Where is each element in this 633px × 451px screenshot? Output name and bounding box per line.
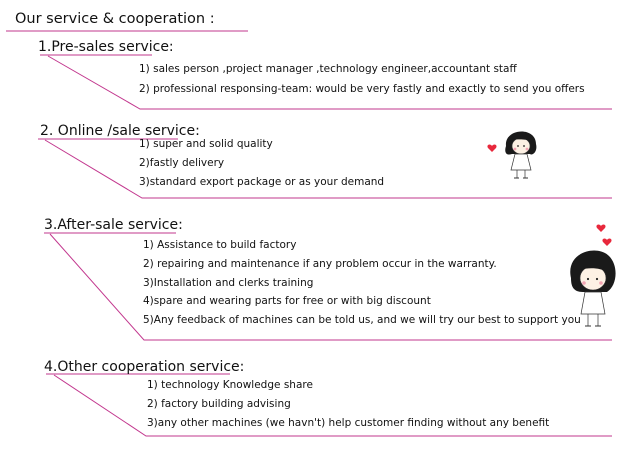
page-title: Our service & cooperation : <box>15 11 215 27</box>
section-title: 1.Pre-sales service: <box>38 39 174 55</box>
list-item: 3)standard export package or as your demand <box>139 176 385 188</box>
list-item: 1) sales person ,project manager ,technology engineer,accountant staff <box>139 63 517 75</box>
list-item: 1) super and solid quality <box>139 138 273 150</box>
list-item: 2) factory building advising <box>147 398 291 410</box>
list-item: 2)fastly delivery <box>139 157 225 169</box>
list-item: 1) Assistance to build factory <box>143 239 297 251</box>
list-item: 2) professional responsing-team: would be very fastly and exactly to send you offers <box>139 83 585 95</box>
list-item: 1) technology Knowledge share <box>147 379 313 391</box>
section-title: 4.Other cooperation service: <box>44 359 245 375</box>
list-item: 4)spare and wearing parts for free or with big discount <box>143 295 431 307</box>
section-title: 3.After-sale service: <box>44 217 183 233</box>
cartoon-girl-icon <box>563 222 633 330</box>
list-item: 3)Installation and clerks training <box>143 277 314 289</box>
list-item: 2) repairing and maintenance if any problem occur in the warranty. <box>143 258 497 270</box>
section-title: 2. Online /sale service: <box>40 123 200 139</box>
list-item: 3)any other machines (we havn't) help customer finding without any benefit <box>147 417 550 429</box>
list-item: 5)Any feedback of machines can be told us, and we will try our best to support you <box>143 314 581 326</box>
cartoon-girl-icon <box>484 122 554 184</box>
